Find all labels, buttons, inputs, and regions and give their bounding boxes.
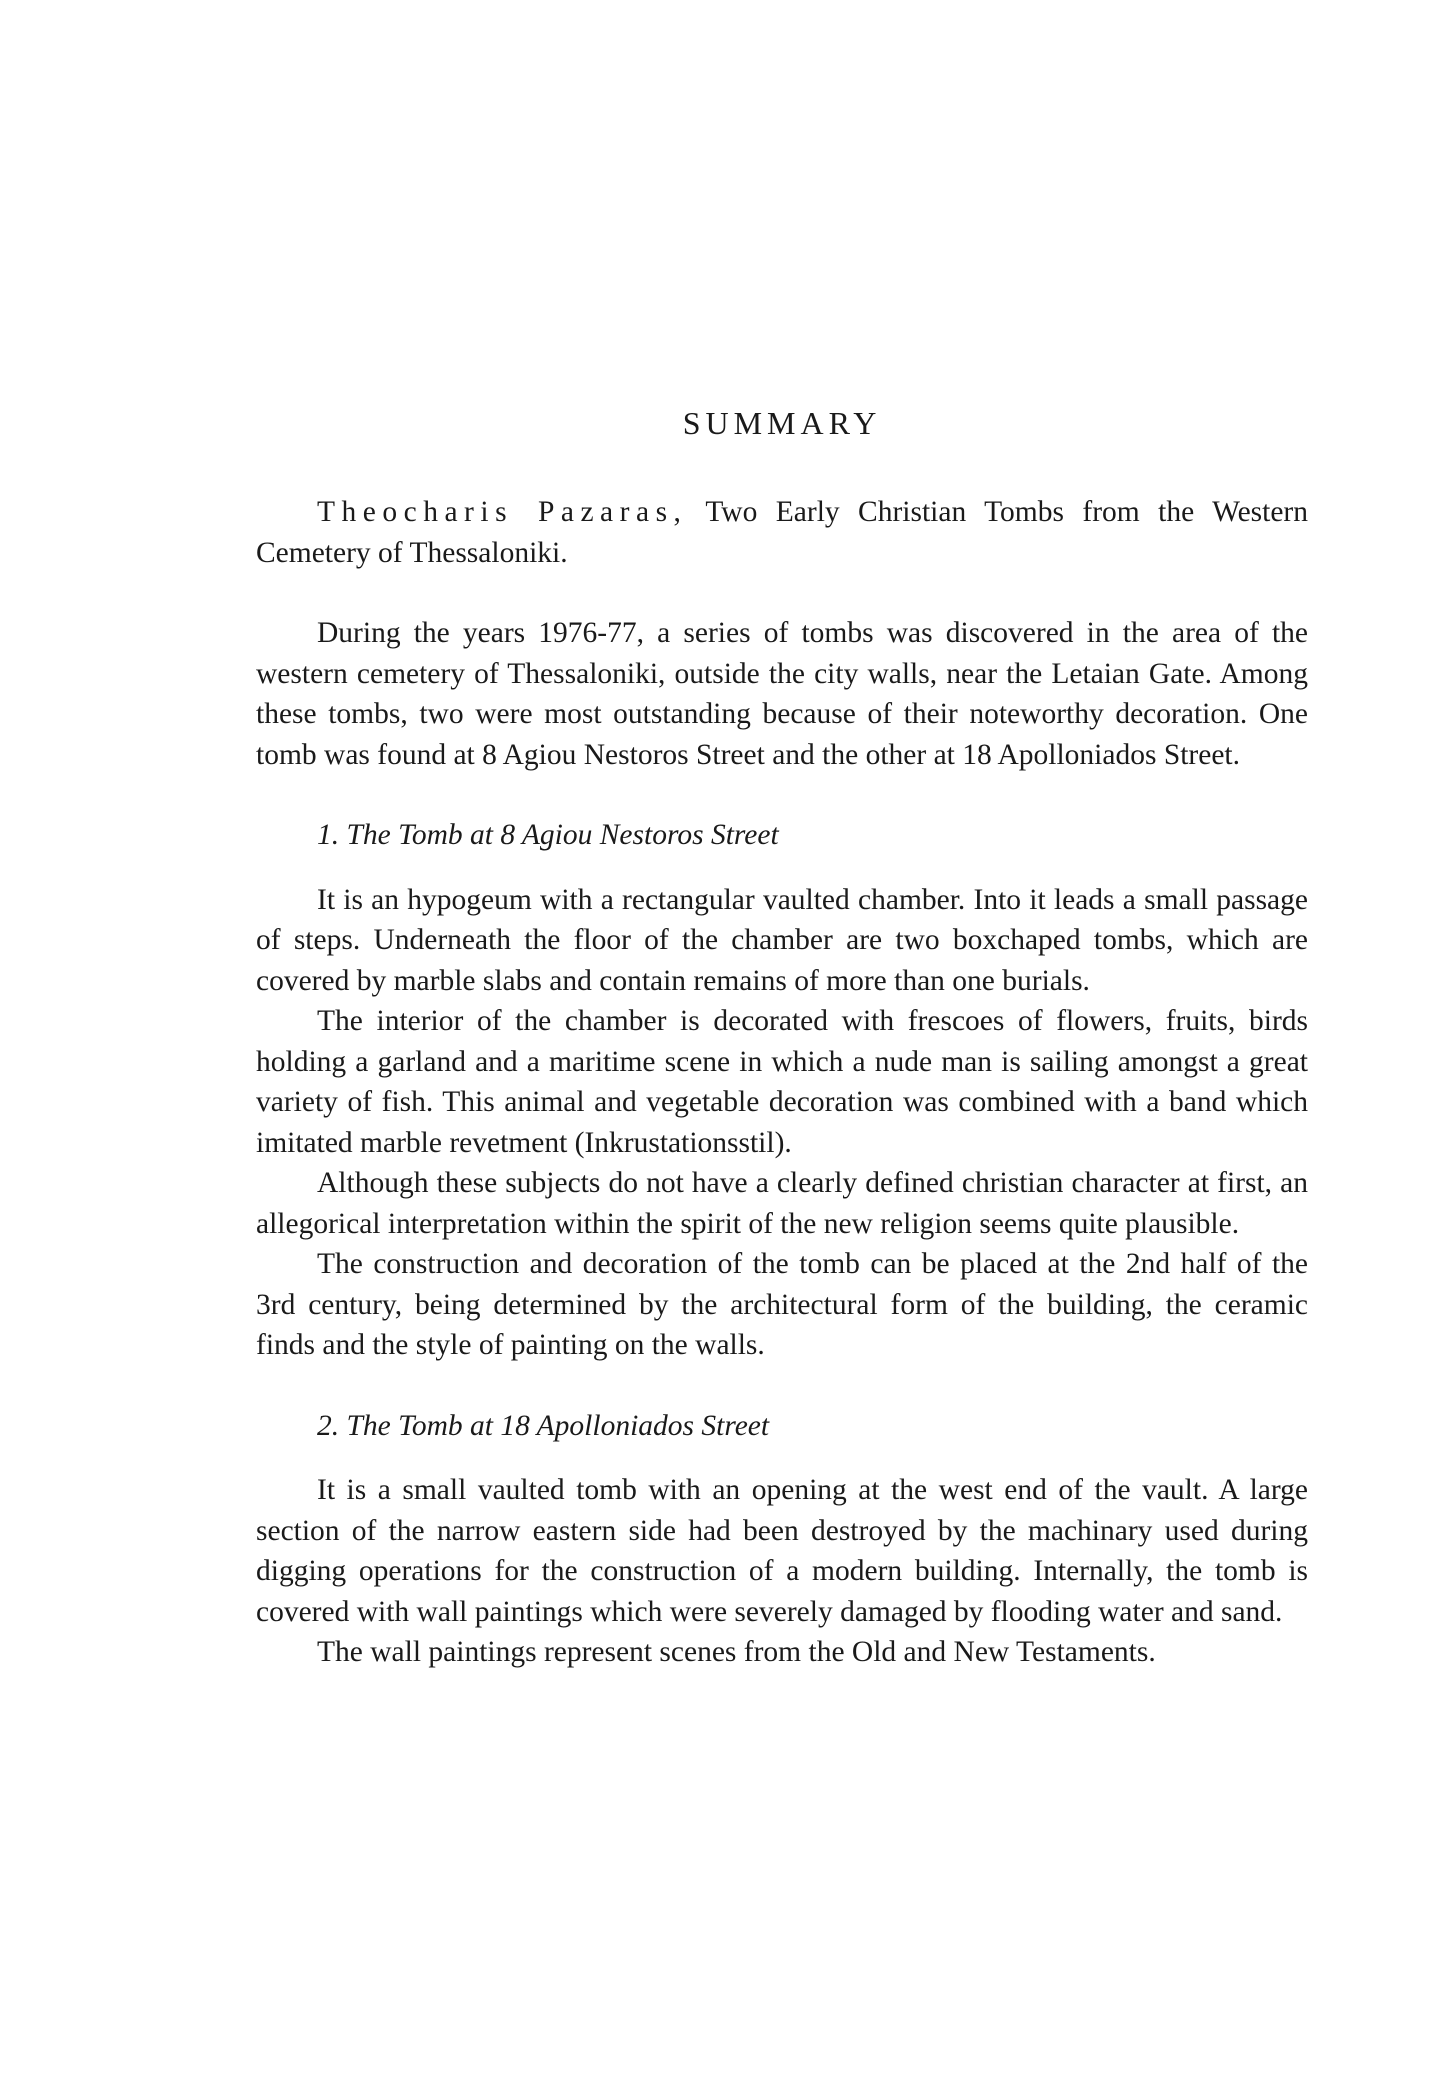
section-heading-2: 2. The Tomb at 18 Apolloniados Street <box>317 1409 770 1442</box>
section-2-paragraph-2: The wall paintings represent scenes from the Old and New Testaments. <box>317 1636 1156 1668</box>
citation-author: Theocharis Pazaras, <box>317 496 688 528</box>
section-1-paragraph-1: It is an hypogeum with a rectangular vaulted chamber. Into it leads a small passage of steps. Underneath the floor of the chamber are two boxchaped tombs, which are covered by marble slabs and contain remains of more than one burials. <box>256 883 1308 997</box>
section-heading-1: 1. The Tomb at 8 Agiou Nestoros Street <box>317 819 779 851</box>
section-2-paragraph-1: It is a small vaulted tomb with an opening at the west end of the vault. A large section of the narrow eastern side had been destroyed by the machinary used during digging operations for the construction of a modern building. Internally, the tomb is covered with wall paintings which were severely damaged by flooding water and sand. <box>256 1474 1308 1628</box>
section-1-paragraph-3: Although these subjects do not have a clearly defined christian character at first, an allegorical interpretation within the spirit of the new religion seems quite plausible. <box>256 1167 1308 1240</box>
section-1-paragraph-4: The construction and decoration of the tomb can be placed at the 2nd half of the 3rd century, being determined by the architectural form of the building, the ceramic finds and the style of painting on the walls. <box>256 1248 1308 1361</box>
intro-paragraph: During the years 1976-77, a series of tombs was discovered in the area of the western cemetery of Thessaloniki, outside the city walls, near the Letaian Gate. Among these tombs, two were most outstanding because of their noteworthy decoration. One tomb was found at 8 Agiou Nestoros Street and the other at 18 Apolloniados Street. <box>256 617 1308 771</box>
page-title: SUMMARY <box>682 405 882 441</box>
body-text <box>256 492 1308 1673</box>
document-page <box>256 0 1308 2089</box>
section-1-paragraph-2: The interior of the chamber is decorated with frescoes of flowers, fruits, birds holding a garland and a maritime scene in which a nude man is sailing amongst a great variety of fish. This animal and vegetable decoration was combined with a band which imitated marble revetment (Inkrustationsstil). <box>256 1005 1308 1159</box>
citation <box>256 492 1308 573</box>
citation-title: Two Early Christian Tombs from the Western Cemetery of Thessaloniki. <box>256 496 1309 569</box>
